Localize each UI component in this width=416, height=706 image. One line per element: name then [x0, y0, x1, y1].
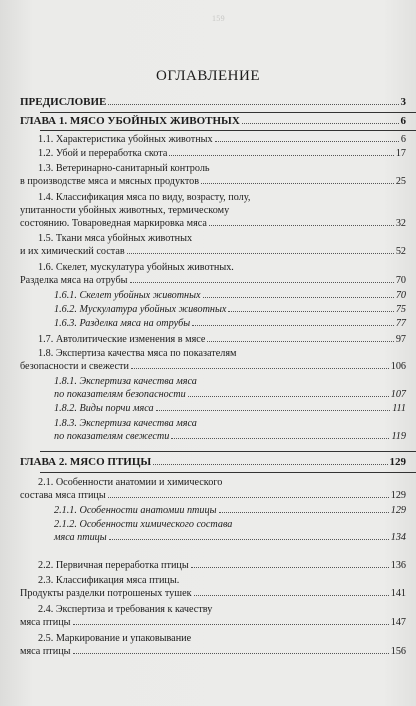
toc-entry-page: 6 — [400, 134, 406, 145]
toc-entry-title: 1.8.2. Виды порчи мяса — [54, 403, 154, 414]
toc-entry-title: 2.1. Особенности анатомии и химического — [38, 477, 223, 488]
toc-entry-title: 2.1.2. Особенности химического состава — [54, 519, 233, 530]
toc-entry-page: 134 — [390, 532, 406, 543]
toc-entry-page: 70 — [395, 290, 406, 301]
toc-entry-page: 106 — [390, 361, 406, 372]
toc-entry-title-cont: по показателям безопасности — [54, 389, 186, 400]
toc-entry-title: ГЛАВА 1. МЯСО УБОЙНЫХ ЖИВОТНЫХ — [20, 115, 240, 127]
toc-entry-title: 1.4. Классификация мяса по виду, возрасту, полу, — [38, 192, 251, 203]
toc-entry-page: 129 — [390, 490, 406, 501]
toc-entry-page: 97 — [395, 334, 406, 345]
page-title: ОГЛАВЛЕНИЕ — [156, 68, 260, 84]
toc-entry-title-cont: и их химический состав — [20, 246, 125, 257]
toc-entry-title-cont: Разделка мяса на отрубы — [20, 275, 128, 286]
toc-entry-title: 1.6.3. Разделка мяса на отрубы — [54, 318, 191, 329]
toc-entry-title: 1.8.3. Экспертиза качества мяса — [54, 418, 197, 429]
divider — [40, 130, 416, 131]
toc-entry-title-cont: по показателям свежести — [54, 431, 170, 442]
toc-entry-page: 111 — [392, 403, 406, 414]
toc-entry-page: 52 — [395, 246, 406, 257]
bleed-through-page-number: 159 — [212, 14, 225, 23]
toc-entry-page: 129 — [389, 456, 406, 468]
divider — [40, 472, 416, 473]
toc-entry-title: 2.5. Маркирование и упаковывание — [38, 633, 192, 644]
toc-entry-title: 1.1. Характеристика убойных животных — [38, 134, 213, 145]
toc-entry-title-cont: мяса птицы — [54, 532, 107, 543]
toc-entry-page: 17 — [395, 148, 406, 159]
toc-entry-title-cont: в производстве мяса и мясных продуктов — [20, 176, 200, 187]
toc-entry-page: 3 — [400, 96, 406, 108]
toc-entry-page: 129 — [390, 505, 406, 516]
toc-entry-title: 1.8.1. Экспертиза качества мяса — [54, 376, 197, 387]
toc-entry-page: 77 — [395, 318, 406, 329]
toc-entry-page: 70 — [395, 275, 406, 286]
toc-entry-title: 2.3. Классификация мяса птицы. — [38, 575, 180, 586]
toc-entry-page: 119 — [391, 431, 406, 442]
toc-entry-page: 32 — [395, 218, 406, 229]
toc-entry-page: 6 — [400, 115, 406, 127]
toc-entry-title: 1.6. Скелет, мускулатура убойных животных. — [38, 262, 234, 273]
toc-entry-title: 2.1.1. Особенности анатомии птицы — [54, 505, 217, 516]
toc-entry-page: 147 — [390, 617, 406, 628]
toc-entry-page: 25 — [395, 176, 406, 187]
toc-entry-title: 1.2. Убой и переработка скота — [38, 148, 168, 159]
toc-entry-title: 2.4. Экспертиза и требования к качеству — [38, 604, 213, 615]
toc-entry-title-cont: упитанности убойных животных, термическому — [20, 205, 230, 216]
toc-entry-page: 75 — [395, 304, 406, 315]
toc-entry-page: 107 — [390, 389, 406, 400]
toc-entry-title: ГЛАВА 2. МЯСО ПТИЦЫ — [20, 456, 152, 468]
toc-entry-title-cont: состава мяса птицы — [20, 490, 106, 501]
toc-entry-title: 1.6.1. Скелет убойных животных — [54, 290, 201, 301]
toc-entry-title-cont: состоянию. Товароведная маркировка мяса — [20, 218, 207, 229]
toc-entry-title-cont: мяса птицы — [20, 646, 71, 657]
toc-entry-title: 1.7. Автолитические изменения в мясе — [38, 334, 206, 345]
toc-entry-title: ПРЕДИСЛОВИЕ — [20, 96, 107, 108]
toc-entry-page: 136 — [390, 560, 406, 571]
toc-entry-page: 141 — [390, 588, 406, 599]
toc-entry-title-cont: мяса птицы — [20, 617, 71, 628]
toc-entry-title: 1.8. Экспертиза качества мяса по показателям — [38, 348, 237, 359]
toc-entry-title-cont: Продукты разделки потрошеных тушек — [20, 588, 192, 599]
toc-entry-title: 1.3. Ветеринарно-санитарный контроль — [38, 163, 210, 174]
toc-entry-title-cont: безопасности и свежести — [20, 361, 129, 372]
toc-entry-title: 1.5. Ткани мяса убойных животных — [38, 233, 193, 244]
divider — [40, 112, 416, 113]
divider — [40, 451, 416, 452]
toc-entry-title: 1.6.2. Мускулатура убойных животных — [54, 304, 227, 315]
toc-entry-page: 156 — [390, 646, 406, 657]
toc-entry-title: 2.2. Первичная переработка птицы — [38, 560, 189, 571]
